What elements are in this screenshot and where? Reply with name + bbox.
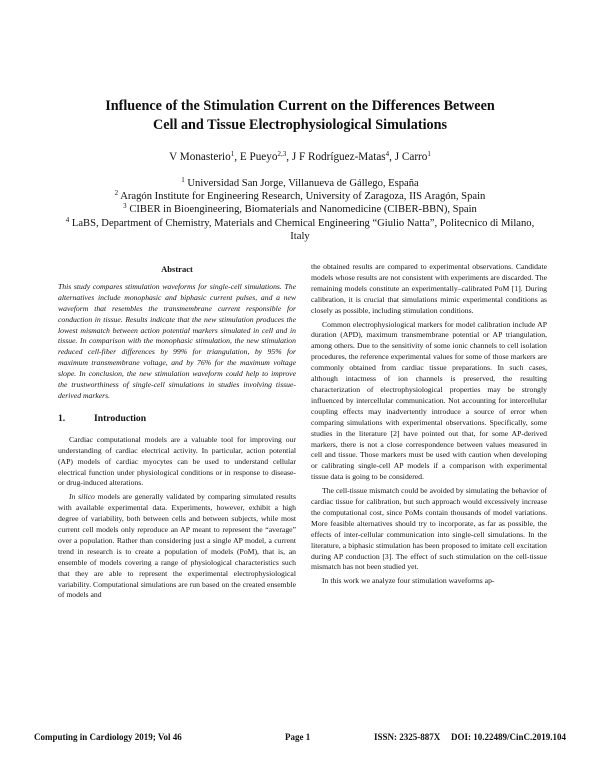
paragraph: Common electrophysiological markers for model calibration include AP duration (APD), maximum transmembrane potential or AP triangulation, among others. Due to the sensitivity of some ionic channels to cell isolation procedures, the reference experimental values for some of those markers are commonly obtained from cardiac tissue preparations. In such cases, although intactness of ion channels is preserved, the resulting characterization of electrophysiological properties may be strongly influenced by intercellular communication. Not accounting for intercellular coupling effects may inadvertently introduce a source of error when comparing simulations with experimental observations. Specifically, some studies in the literature [2] have pointed out that, for some AP-derived markers, there is not a close correspondence between values measured in cell and tissue. Those markers must be used with caution when developing or calibrating single-cell AP models if a comparison with experimental tissue data is going to be considered. [311, 319, 547, 482]
paragraph: the obtained results are compared to experimental observations. Candidate models whose results are not consistent with experiments are discarded. The remaining models constitute an experimentally–calibrated PoM [1]. During calibration, it is crucial that simulations mimic experimental conditions as closely as possible, including stimulation conditions. [311, 262, 547, 315]
affiliation-text: CIBER in Bioengineering, Biomaterials and Nanomedicine (CIBER-BBN), Spain [129, 204, 477, 216]
affiliation-2 [60, 190, 540, 203]
section-heading-introduction [58, 414, 296, 425]
affiliation-3 [60, 203, 540, 216]
right-column [311, 262, 547, 587]
paper-title-line-1: Influence of the Stimulation Current on the Differences Between [105, 98, 495, 114]
affiliation-number: 2 [114, 189, 119, 198]
abstract-heading: Abstract [161, 264, 193, 274]
affiliation-text: Universidad San Jorge, Villanueva de Gállego, España [187, 178, 419, 189]
affiliation-list [60, 177, 540, 243]
paragraph: The cell-tissue mismatch could be avoided by simulating the behavior of cardiac tissue for calibration, but such approach would excessively increase the computational cost, since PoMs contain thousands of model variations. More feasible alternatives should try to incorporate, as far as possible, the effects of inter-cellular communication into single-cell simulations. In the literature, a biphasic stimulation has been proposed to imitate cell excitation during AP conduction [3]. The effect of such stimulation on the cell-tissue mismatch has not been studied yet. [311, 486, 547, 572]
paragraph: In this work we analyze four stimulation waveforms ap- [322, 576, 495, 586]
author-name: V Monasterio [169, 151, 231, 163]
affiliation-text: LaBS, Department of Chemistry, Materials and Chemical Engineering “Giulio Natta”, Politecnico di Milano, Italy [71, 217, 535, 242]
abstract-body [58, 282, 296, 402]
author-affiliation-mark: 1 [230, 150, 235, 158]
paragraph-text: models are generally validated by comparing simulated results with available experimental data. Experiments, however, exhibit a high degree of variability, both between cells and between subjects, while most current cell models only reproduce an AP meant to represent the “average” over a population. Rather than considering just a single AP model, a current trend in research is to create a population of models (PoM), that is, an ensemble of models covering a range of physiological characteristics such that they are able to represent the experimental electrophysiological variability. Computational simulations are run based on the created ensemble of models and [58, 492, 296, 600]
section-title: Introduction [94, 412, 147, 424]
author-name: J Carro [394, 151, 428, 163]
author-name: J F Rodríguez-Matas [291, 151, 386, 163]
affiliation-1 [60, 177, 540, 190]
affiliation-text: Aragón Institute for Engineering Research, University of Zaragoza, IIS Aragón, Spain [120, 191, 486, 203]
affiliation-number: 4 [65, 215, 70, 224]
affiliation-4 [60, 217, 540, 243]
affiliation-number: 1 [181, 176, 185, 184]
paper-title-line-2: Cell and Tissue Electrophysiological Simulations [152, 117, 448, 133]
author-name: E Pueyo [239, 151, 278, 163]
affiliation-number: 3 [123, 202, 127, 211]
left-column [58, 262, 296, 601]
section-number: 1. [58, 412, 66, 424]
footer-journal: Computing in Cardiology 2019; Vol 46 [34, 732, 182, 742]
footer-issn: ISSN: 2325-887X [374, 732, 441, 742]
author-affiliation-mark: 4 [385, 150, 390, 158]
abstract-text: This study compares stimulation waveforms for single-cell simulations. The alternatives include monophasic and biphasic current pulses, and a new waveform that resembles the transmembrane current responsible for conduction in tissue. Results indicate that the new stimulation produces the lowest mismatch between action potential markers simulated in cell and in tissue. In comparison with the monophasic stimulation, the new stimulation reduced cell-fiber differences by 99% for triangulation, by 95% for maximum transmembrane voltage, and by 76% for the maximum voltage slope. In conclusion, the new stimulation waveform could help to improve the trustworthiness of single-cell simulations in studies involving tissue-derived markers. [58, 281, 296, 400]
paper-title [60, 97, 540, 135]
author-affiliation-mark: 2,3 [277, 150, 287, 158]
footer-doi: DOI: 10.22489/CinC.2019.104 [450, 732, 566, 742]
author-list: V Monasterio$^1$, E Pueyo$^{2,3}$, J F Rodríguez-Matas$^4$, J Carro$^1$ [169, 150, 431, 163]
paragraph-lead-italic: In silico [69, 492, 95, 502]
paragraph: Cardiac computational models are a valuable tool for improving our understanding of cardiac electrical activity. In particular, action potential (AP) models of cardiac myocytes can be used to understand cellular electrical function under physiological conditions or in response to disease- or drug-induced alterations. [58, 434, 296, 488]
author-affiliation-mark: 1 [427, 150, 431, 158]
footer-page-number: Page 1 [285, 732, 311, 742]
paragraph [58, 492, 296, 601]
